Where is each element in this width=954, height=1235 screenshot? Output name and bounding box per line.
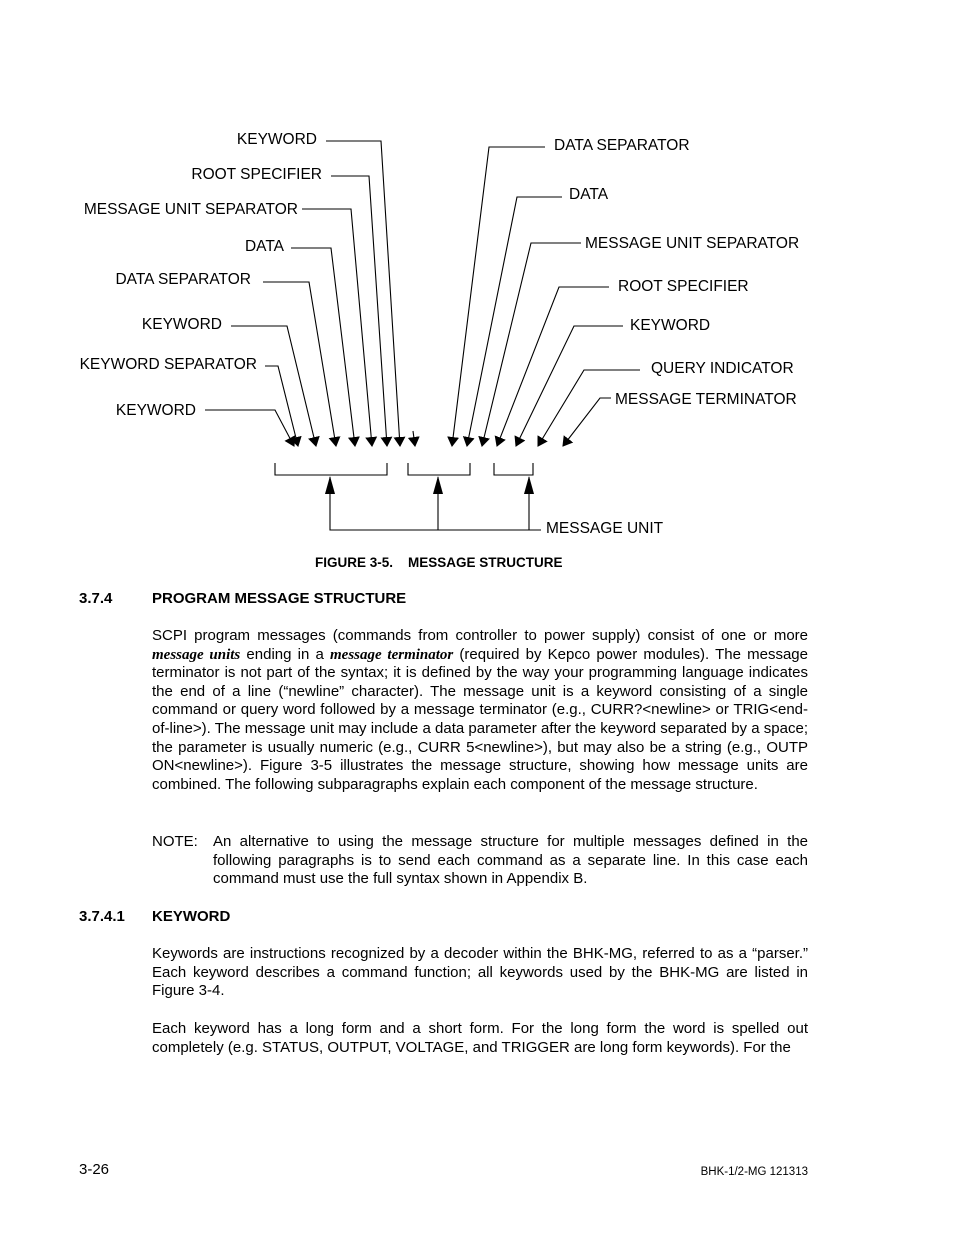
figure-label: KEYWORD xyxy=(141,316,222,333)
leader-line xyxy=(263,282,336,446)
leader-line xyxy=(231,326,316,446)
leader-line xyxy=(302,209,372,446)
section-title: KEYWORD xyxy=(152,908,231,925)
figure-caption: FIGURE 3-5. MESSAGE STRUCTURE xyxy=(315,555,563,570)
message-unit-connector xyxy=(330,477,541,530)
figure-label: MESSAGE TERMINATOR xyxy=(615,391,797,408)
message-unit-bracket xyxy=(275,463,387,475)
figure-label: DATA xyxy=(569,186,609,203)
section-title: PROGRAM MESSAGE STRUCTURE xyxy=(152,590,407,607)
figure-label: QUERY INDICATOR xyxy=(651,360,794,377)
figure-label: DATA xyxy=(244,238,284,255)
body-paragraph: Keywords are instructions recognized by a decoder within the BHK-MG, referred to as a “parser.” Each keyword describes a command function; all keywords used by the BHK-MG are listed in Figure 3-4. xyxy=(152,945,808,1000)
document-id: BHK-1/2-MG 121313 xyxy=(700,1166,808,1178)
subsection-heading xyxy=(0,908,954,928)
up-arrow-icon xyxy=(524,476,534,494)
message-unit-label: MESSAGE UNIT xyxy=(546,520,664,537)
figure-label: DATA SEPARATOR xyxy=(115,271,251,288)
leader-line xyxy=(326,141,400,446)
page-number: 3-26 xyxy=(79,1161,110,1178)
body-paragraph: Each keyword has a long form and a short form. For the long form the word is spelled out completely (e.g. STATUS, OUTPUT, VOLTAGE, and TRIGGER are long form keywords). For the xyxy=(152,1020,808,1056)
leader-line xyxy=(452,147,545,446)
figure-label: MESSAGE UNIT SEPARATOR xyxy=(585,235,800,252)
section-number: 3.7.4 xyxy=(79,590,113,607)
message-unit-bracket xyxy=(408,463,470,475)
leader-line xyxy=(413,431,415,446)
figure-label: KEYWORD xyxy=(115,402,196,419)
leader-line xyxy=(265,366,298,446)
leader-line xyxy=(516,326,623,446)
figure-label: KEYWORD xyxy=(630,317,711,334)
leader-line xyxy=(331,176,387,446)
leader-line xyxy=(291,248,355,446)
up-arrow-icon xyxy=(433,476,443,494)
leader-line xyxy=(467,197,562,446)
paragraph-text: ending in a xyxy=(240,645,330,663)
emphasis-term: message units xyxy=(152,646,241,663)
figure-label: ROOT SPECIFIER xyxy=(191,166,322,183)
paragraph-text: SCPI program messages (commands from controller to power supply) consist of one or more xyxy=(152,627,808,644)
note-text: An alternative to using the message structure for multiple messages defined in the following paragraphs is to send each command as a separate line. In this case each command must use the full syntax shown in Appendix B. xyxy=(213,833,808,888)
up-arrow-icon xyxy=(325,476,335,494)
leader-line xyxy=(482,243,581,446)
emphasis-term: message terminator xyxy=(330,646,454,663)
section-number: 3.7.4.1 xyxy=(79,908,125,925)
figure-label: KEYWORD SEPARATOR xyxy=(79,356,257,373)
body-paragraph xyxy=(152,627,808,794)
note-label: NOTE: xyxy=(152,833,198,850)
figure-label: MESSAGE UNIT SEPARATOR xyxy=(83,201,298,218)
section-heading xyxy=(0,590,954,610)
paragraph-text: (required by Kepco power modules). The message terminator is not part of the syntax; it is defined by the way your programming language indicates the end of a line (“newline” character). The message unit is a keyword consisting of a single command or query word followed by a message terminator (e.g., CURR?<newline> or TRIG<end-of-line>). The message unit may include a data parameter after the keyword separated by a space; the parameter is usually numeric (e.g., CURR 5<newline>), but may also be a string (e.g., OUTP ON<newline>). Figure 3-5 illustrates the message structure, showing how message units are combined. The following subparagraphs explain each component of the message structure. xyxy=(152,645,808,793)
figure-label: ROOT SPECIFIER xyxy=(618,278,749,295)
leader-line xyxy=(205,410,294,446)
leader-line xyxy=(563,398,611,446)
figure-label: DATA SEPARATOR xyxy=(554,137,690,154)
figure-label: KEYWORD xyxy=(236,131,317,148)
message-unit-bracket xyxy=(494,463,533,475)
